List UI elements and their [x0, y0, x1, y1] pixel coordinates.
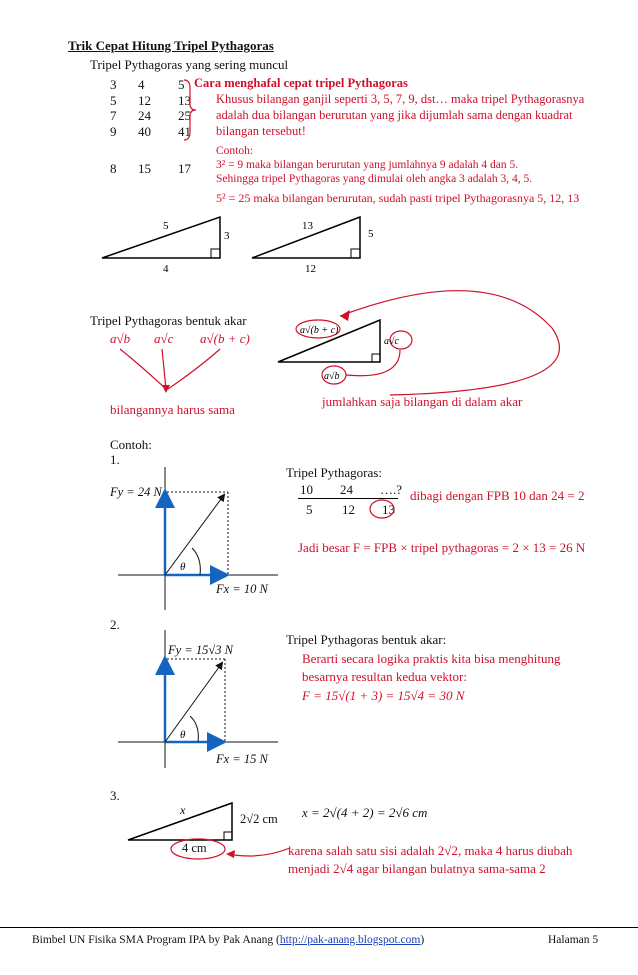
- converging-arrows: [100, 345, 280, 405]
- root-tri-hyp: a√(b + c): [300, 325, 339, 336]
- e2-line-1: Berarti secara logika praktis kita bisa menghitung: [302, 651, 561, 666]
- e3-side-label: 2√2 cm: [240, 812, 278, 826]
- e3-arrow: [224, 844, 294, 864]
- trick-heading: Cara menghafal cepat tripel Pythagoras: [194, 76, 408, 90]
- e2-line-3: F = 15√(1 + 3) = 15√4 = 30 N: [302, 688, 465, 703]
- e2-fy-label: Fy = 15√3 N: [168, 643, 233, 657]
- e3-note-1: karena salah satu sisi adalah 2√2, maka 4 harus diubah: [288, 843, 573, 858]
- table-row: 8 15 17: [110, 161, 191, 176]
- trick-example-label: Contoh:: [216, 145, 254, 157]
- example-3-number: 3.: [110, 788, 120, 803]
- root-form-1: a√b: [110, 331, 131, 346]
- e2-line-2: besarnya resultan kedua vektor:: [302, 669, 467, 684]
- footer-left: Bimbel UN Fisika SMA Program IPA by Pak Anang (http://pak-anang.blogspot.com): [32, 934, 425, 946]
- table-row: 7 24 25: [110, 108, 191, 123]
- trick-desc-3: bilangan tersebut!: [216, 124, 306, 138]
- trick-example-2: Sehingga tripel Pythagoras yang dimulai oleh angka 3 adalah 3, 4, 5.: [216, 173, 533, 185]
- e3-note-2: menjadi 2√4 agar bilangan bulatnya sama-sama 2: [288, 861, 546, 876]
- e3-formula: x = 2√(4 + 2) = 2√6 cm: [302, 805, 428, 820]
- footer-rule: [0, 927, 638, 928]
- e3-base-label: 4 cm: [182, 841, 207, 855]
- e2-fx-label: Fx = 15 N: [216, 752, 268, 766]
- examples-label: Contoh:: [110, 437, 152, 452]
- trick-desc-2: adalah dua bilangan berurutan yang jika dijumlah sama dengan kuadrat: [216, 108, 573, 122]
- e3-hyp-label: x: [180, 803, 186, 817]
- e1-fy-label: Fy = 24 N: [110, 485, 162, 499]
- e1-fraction-bottom: 5 12 13: [306, 502, 395, 517]
- root-form-3: a√(b + c): [200, 331, 250, 346]
- example-2-number: 2.: [110, 617, 120, 632]
- table-row: 3 4 5: [110, 77, 185, 92]
- trick-example-3: 5² = 25 maka bilangan berurutan, sudah pasti tripel Pythagorasnya 5, 12, 13: [216, 191, 580, 205]
- e1-result: Jadi besar F = FPB × tripel pythagoras = 2 × 13 = 26 N: [298, 540, 586, 555]
- e1-fpb-note: dibagi dengan FPB 10 dan 24 = 2: [410, 488, 585, 503]
- note-sum-roots: jumlahkan saja bilangan di dalam akar: [322, 394, 523, 409]
- page-title: Trik Cepat Hitung Tripel Pythagoras: [68, 38, 274, 53]
- tri2-base-label: 12: [305, 263, 316, 275]
- trick-desc-1: Khusus bilangan ganjil seperti 3, 5, 7, 9, dst… maka tripel Pythagorasnya: [216, 92, 585, 106]
- root-triangle: [270, 280, 615, 405]
- root-form-2: a√c: [154, 331, 174, 346]
- theta-label: θ: [180, 561, 186, 573]
- table-row: 5 12 13: [110, 92, 191, 108]
- triangle-5-12-13: [250, 212, 390, 277]
- e1-fx-label: Fx = 10 N: [216, 582, 268, 596]
- e1-fraction-top: 10 24 ….?: [300, 482, 403, 497]
- tri1-hyp-label: 5: [163, 220, 169, 232]
- root-tri-base: a√b: [324, 371, 340, 382]
- tri2-hyp-label: 13: [302, 220, 313, 232]
- e2-label: Tripel Pythagoras bentuk akar:: [286, 632, 447, 647]
- example-1-number: 1.: [110, 452, 120, 467]
- tri1-base-label: 4: [163, 263, 169, 275]
- tri1-side-label: 3: [224, 230, 230, 242]
- note-must-be-same: bilangannya harus sama: [110, 402, 235, 417]
- common-triples-heading: Tripel Pythagoras yang sering muncul: [90, 57, 289, 72]
- triangle-3-4-5: [100, 212, 260, 277]
- trick-example-1: 3² = 9 maka bilangan berurutan yang jumlahnya 9 adalah 4 dan 5.: [216, 159, 519, 171]
- page-number: Halaman 5: [548, 934, 599, 946]
- root-heading: Tripel Pythagoras bentuk akar: [90, 313, 247, 328]
- footer-link[interactable]: http://pak-anang.blogspot.com: [279, 934, 421, 946]
- e1-circle-13: [368, 497, 398, 521]
- table-row: 9 40 41: [110, 123, 191, 139]
- tri2-side-label: 5: [368, 228, 374, 240]
- theta-label: θ: [180, 729, 186, 741]
- root-tri-side: a√c: [384, 336, 399, 347]
- e1-tripel-label: Tripel Pythagoras:: [286, 465, 382, 480]
